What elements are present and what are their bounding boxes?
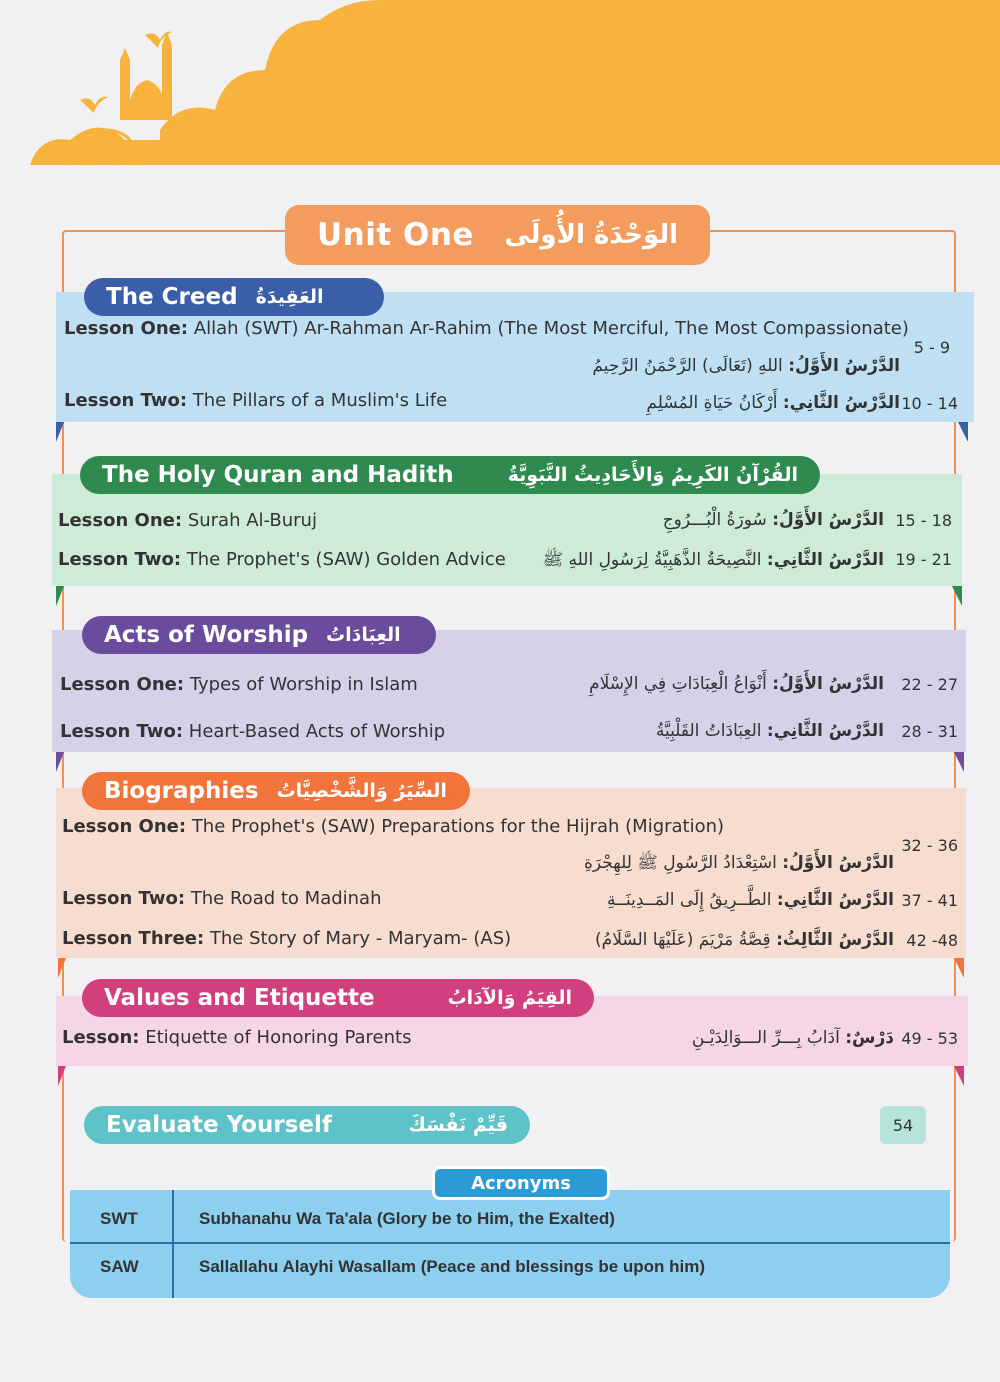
lesson-row: Lesson One: Types of Worship in Islam bbox=[60, 674, 418, 695]
bird-icon bbox=[80, 97, 108, 113]
header-decoration bbox=[0, 0, 1000, 170]
unit-title-banner bbox=[285, 205, 710, 265]
lesson-pages: 37 - 41 bbox=[901, 891, 958, 910]
unit-title-ar: الوَحْدَةُ الأُولَى bbox=[504, 220, 678, 250]
lesson-pages: 5 - 9 bbox=[913, 338, 950, 357]
lesson-ar: الدَّرْسُ الثَّانِي: أَرْكَانُ حَيَاةِ المُسْلِمِ bbox=[646, 393, 900, 413]
table-divider bbox=[172, 1190, 174, 1298]
lesson-ar: الدَّرْسُ الثَّالِثُ: قِصَّةُ مَرْيَمَ (عَلَيْهَا السَّلَامُ) bbox=[595, 930, 894, 950]
lesson-row: Lesson Two: Heart-Based Acts of Worship bbox=[60, 721, 446, 742]
lesson-pages: 15 - 18 bbox=[895, 511, 952, 530]
band-corner bbox=[56, 422, 64, 442]
band-corner bbox=[58, 1066, 66, 1086]
lesson-ar: الدَّرْسُ الأَوَّلُ: اسْتِعْدَادُ الرَّسُولِ ﷺ لِلهِجْرَةِ bbox=[583, 853, 894, 873]
section-title-values: Values and Etiquette القِيَمُ وَالآدَابُ bbox=[82, 979, 594, 1017]
lesson-ar: الدَّرْسُ الأَوَّلُ: أَنْوَاعُ الْعِبَادَاتِ فِي الإِسْلَامِ bbox=[589, 674, 884, 694]
section-title-evaluate: Evaluate Yourself قَيِّمْ نَفْسَكَ bbox=[84, 1106, 530, 1144]
lesson-pages: 42 -48 bbox=[906, 931, 958, 950]
lesson-ar: الدَّرْسُ الثَّانِي: الطَّــرِيقُ إِلَى المَــدِينَــةِ bbox=[606, 890, 894, 910]
section-title-quran: The Holy Quran and Hadith القُرْآنُ الكَرِيمُ وَالأَحَادِيثُ النَّبَوِيَّةُ bbox=[80, 456, 820, 494]
band-corner bbox=[954, 752, 964, 772]
lesson-pages: 10 - 14 bbox=[901, 394, 958, 413]
table-row: SWT Subhanahu Wa Ta'ala (Glory be to Him, the Exalted) bbox=[70, 1196, 950, 1244]
lesson-ar: الدَّرْسُ الثَّانِي: العِبَادَاتُ القَلْبِيَّةُ bbox=[655, 721, 884, 741]
mosque-icon bbox=[120, 32, 172, 120]
lesson-row: Lesson One: The Prophet's (SAW) Preparations for the Hijrah (Migration) bbox=[62, 816, 725, 837]
acronyms-table bbox=[70, 1190, 950, 1298]
band-corner bbox=[958, 422, 968, 442]
lesson-row: Lesson Three: The Story of Mary - Maryam- (AS) bbox=[62, 928, 512, 949]
band-corner bbox=[954, 958, 964, 978]
lesson-pages: 28 - 31 bbox=[901, 722, 958, 741]
acronyms-title: Acronyms bbox=[432, 1166, 610, 1200]
evaluate-page-box: 54 bbox=[880, 1106, 926, 1144]
lesson-pages: 22 - 27 bbox=[901, 675, 958, 694]
lesson-row: Lesson One: Surah Al-Buruj bbox=[58, 510, 317, 531]
lesson-ar: الدَّرْسُ الأَوَّلُ: اللهِ (تَعَالَى) الرَّحْمَنُ الرَّحِيمُ bbox=[592, 356, 900, 376]
lesson-ar: دَرْسٌ: آدَابُ بِـــرِّ الـــوَالِدَيْـنِ bbox=[691, 1028, 894, 1048]
table-row: SAW Sallallahu Alayhi Wasallam (Peace and blessings be upon him) bbox=[100, 1257, 706, 1276]
band-corner bbox=[56, 586, 64, 606]
lesson-row: Lesson Two: The Road to Madinah bbox=[62, 888, 382, 909]
section-title-worship: Acts of Worship العِبَادَاتُ bbox=[82, 616, 436, 654]
band-corner bbox=[952, 586, 962, 606]
band-corner bbox=[954, 1066, 964, 1086]
lesson-pages: 49 - 53 bbox=[901, 1029, 958, 1048]
section-title-biographies: Biographies السِّيَرُ وَالشَّخْصِيَّاتُ bbox=[82, 772, 470, 810]
lesson-row: Lesson: Etiquette of Honoring Parents bbox=[62, 1027, 412, 1048]
band-corner bbox=[58, 958, 66, 978]
lesson-ar: الدَّرْسُ الأَوَّلُ: سُورَةُ الْبُـــرُوجِ bbox=[662, 510, 884, 530]
lesson-row: Lesson One: Allah (SWT) Ar-Rahman Ar-Rahim (The Most Merciful, The Most Compassionate) bbox=[64, 318, 909, 339]
lesson-row: Lesson Two: The Pillars of a Muslim's Life bbox=[64, 390, 448, 411]
lesson-pages: 19 - 21 bbox=[895, 550, 952, 569]
unit-title-en: Unit One bbox=[317, 217, 474, 253]
lesson-pages: 32 - 36 bbox=[901, 836, 958, 855]
band-corner bbox=[56, 752, 64, 772]
lesson-row: Lesson Two: The Prophet's (SAW) Golden Advice bbox=[58, 549, 506, 570]
lesson-ar: الدَّرْسُ الثَّانِي: النَّصِيحَةُ الذَّهَبِيَّةُ لِرَسُولِ اللهِ ﷺ bbox=[542, 550, 884, 570]
section-title-creed: The Creed العَقِيدَةُ bbox=[84, 278, 384, 316]
